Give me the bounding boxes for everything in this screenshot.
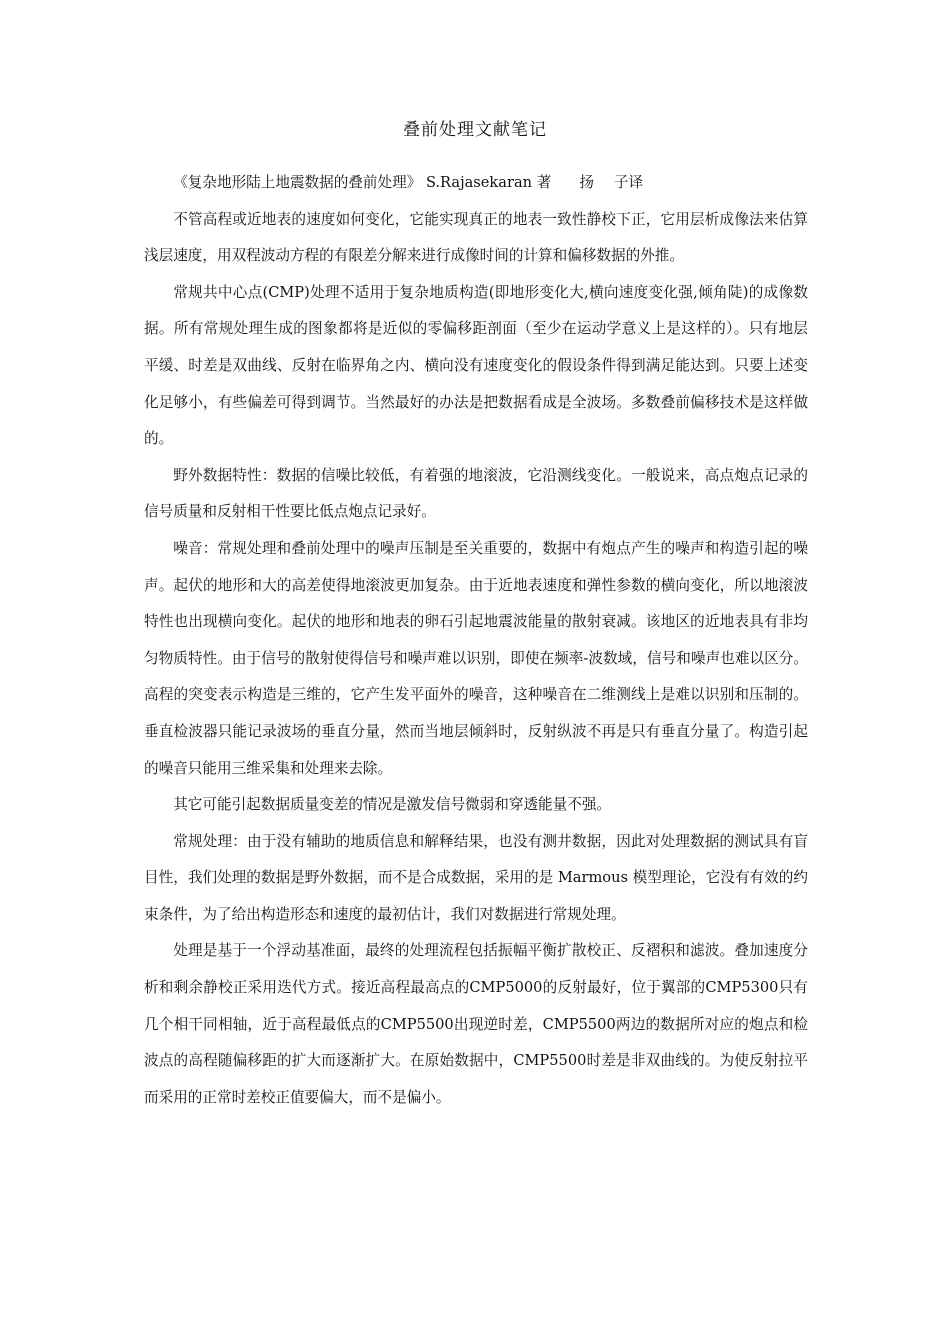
- paragraph: 处理是基于一个浮动基准面，最终的处理流程包括振幅平衡扩散校正、反褶积和滤波。叠加速度分析和剩余静校正采用迭代方式。接近高程最高点的CMP5000的反射最好，位于翼部的CMP5300只有几个相干同相轴，近于高程最低点的CMP5500出现逆时差，CMP5500两边的数据所对应的炮点和检波点的高程随偏移距的扩大而逐渐扩大。在原始数据中，CMP5500时差是非双曲线的。为使反射拉平而采用的正常时差校正值要偏大，而不是偏小。: [144, 942, 808, 1106]
- author-name: S.Rajasekaran: [425, 174, 533, 191]
- paragraph: 常规共中心点(CMP)处理不适用于复杂地质构造(即地形变化大,横向速度变化强,倾角陡)的成像数据。所有常规处理生成的图象都将是近似的零偏移距剖面（至少在运动学意义上是这样的）。只有地层平缓、时差是双曲线、反射在临界角之内、横向没有速度变化的假设条件得到满足能达到。只要上述变化足够小，有些偏差可得到调节。当然最好的办法是把数据看成是全波场。多数叠前偏移技术是这样做的。: [144, 283, 808, 448]
- translator-given: 子译: [613, 174, 644, 191]
- paragraph: 不管高程或近地表的速度如何变化，它能实现真正的地表一致性静校下正，它用层析成像法来估算浅层速度，用双程波动方程的有限差分解来进行成像时间的计算和偏移数据的外推。: [144, 210, 808, 265]
- paragraph: 噪音：常规处理和叠前处理中的噪声压制是至关重要的，数据中有炮点产生的噪声和构造引起的噪声。起伏的地形和大的高差使得地滚波更加复杂。由于近地表速度和弹性参数的横向变化，所以地滚波特性也出现横向变化。起伏的地形和地表的卵石引起地震波能量的散射衰减。该地区的近地表具有非均匀物质特性。由于信号的散射使得信号和噪声难以识别，即使在频率-波数域，信号和噪声也难以区分。高程的突变表示构造是三维的，它产生发平面外的噪音，这种噪音在二维测线上是难以识别和压制的。垂直检波器只能记录波场的垂直分量，然而当地层倾斜时，反射纵波不再是只有垂直分量了。构造引起的噪音只能用三维采集和处理来去除。: [144, 539, 808, 777]
- reference-line: [144, 165, 808, 202]
- paragraph: 野外数据特性：数据的信噪比较低，有着强的地滚波，它沿测线变化。一般说来，高点炮点记录的信号质量和反射相干性要比低点炮点记录好。: [144, 466, 808, 521]
- page-title: 叠前处理文献笔记: [403, 120, 547, 140]
- document-body: [144, 165, 808, 1116]
- translator-surname: 扬: [579, 174, 594, 191]
- paragraph: 其它可能引起数据质量变差的情况是激发信号微弱和穿透能量不强。: [173, 796, 612, 814]
- author-role: 著: [536, 174, 552, 191]
- book-title: 《复杂地形陆上地震数据的叠前处理》: [173, 174, 422, 191]
- paragraph: 常规处理：由于没有辅助的地质信息和解释结果，也没有测井数据，因此对处理数据的测试具有盲目性，我们处理的数据是野外数据，而不是合成数据，采用的是 Marmous 模型理论，它没有有效的约束条件，为了给出构造形态和速度的最初估计，我们对数据进行常规处理。: [144, 832, 808, 923]
